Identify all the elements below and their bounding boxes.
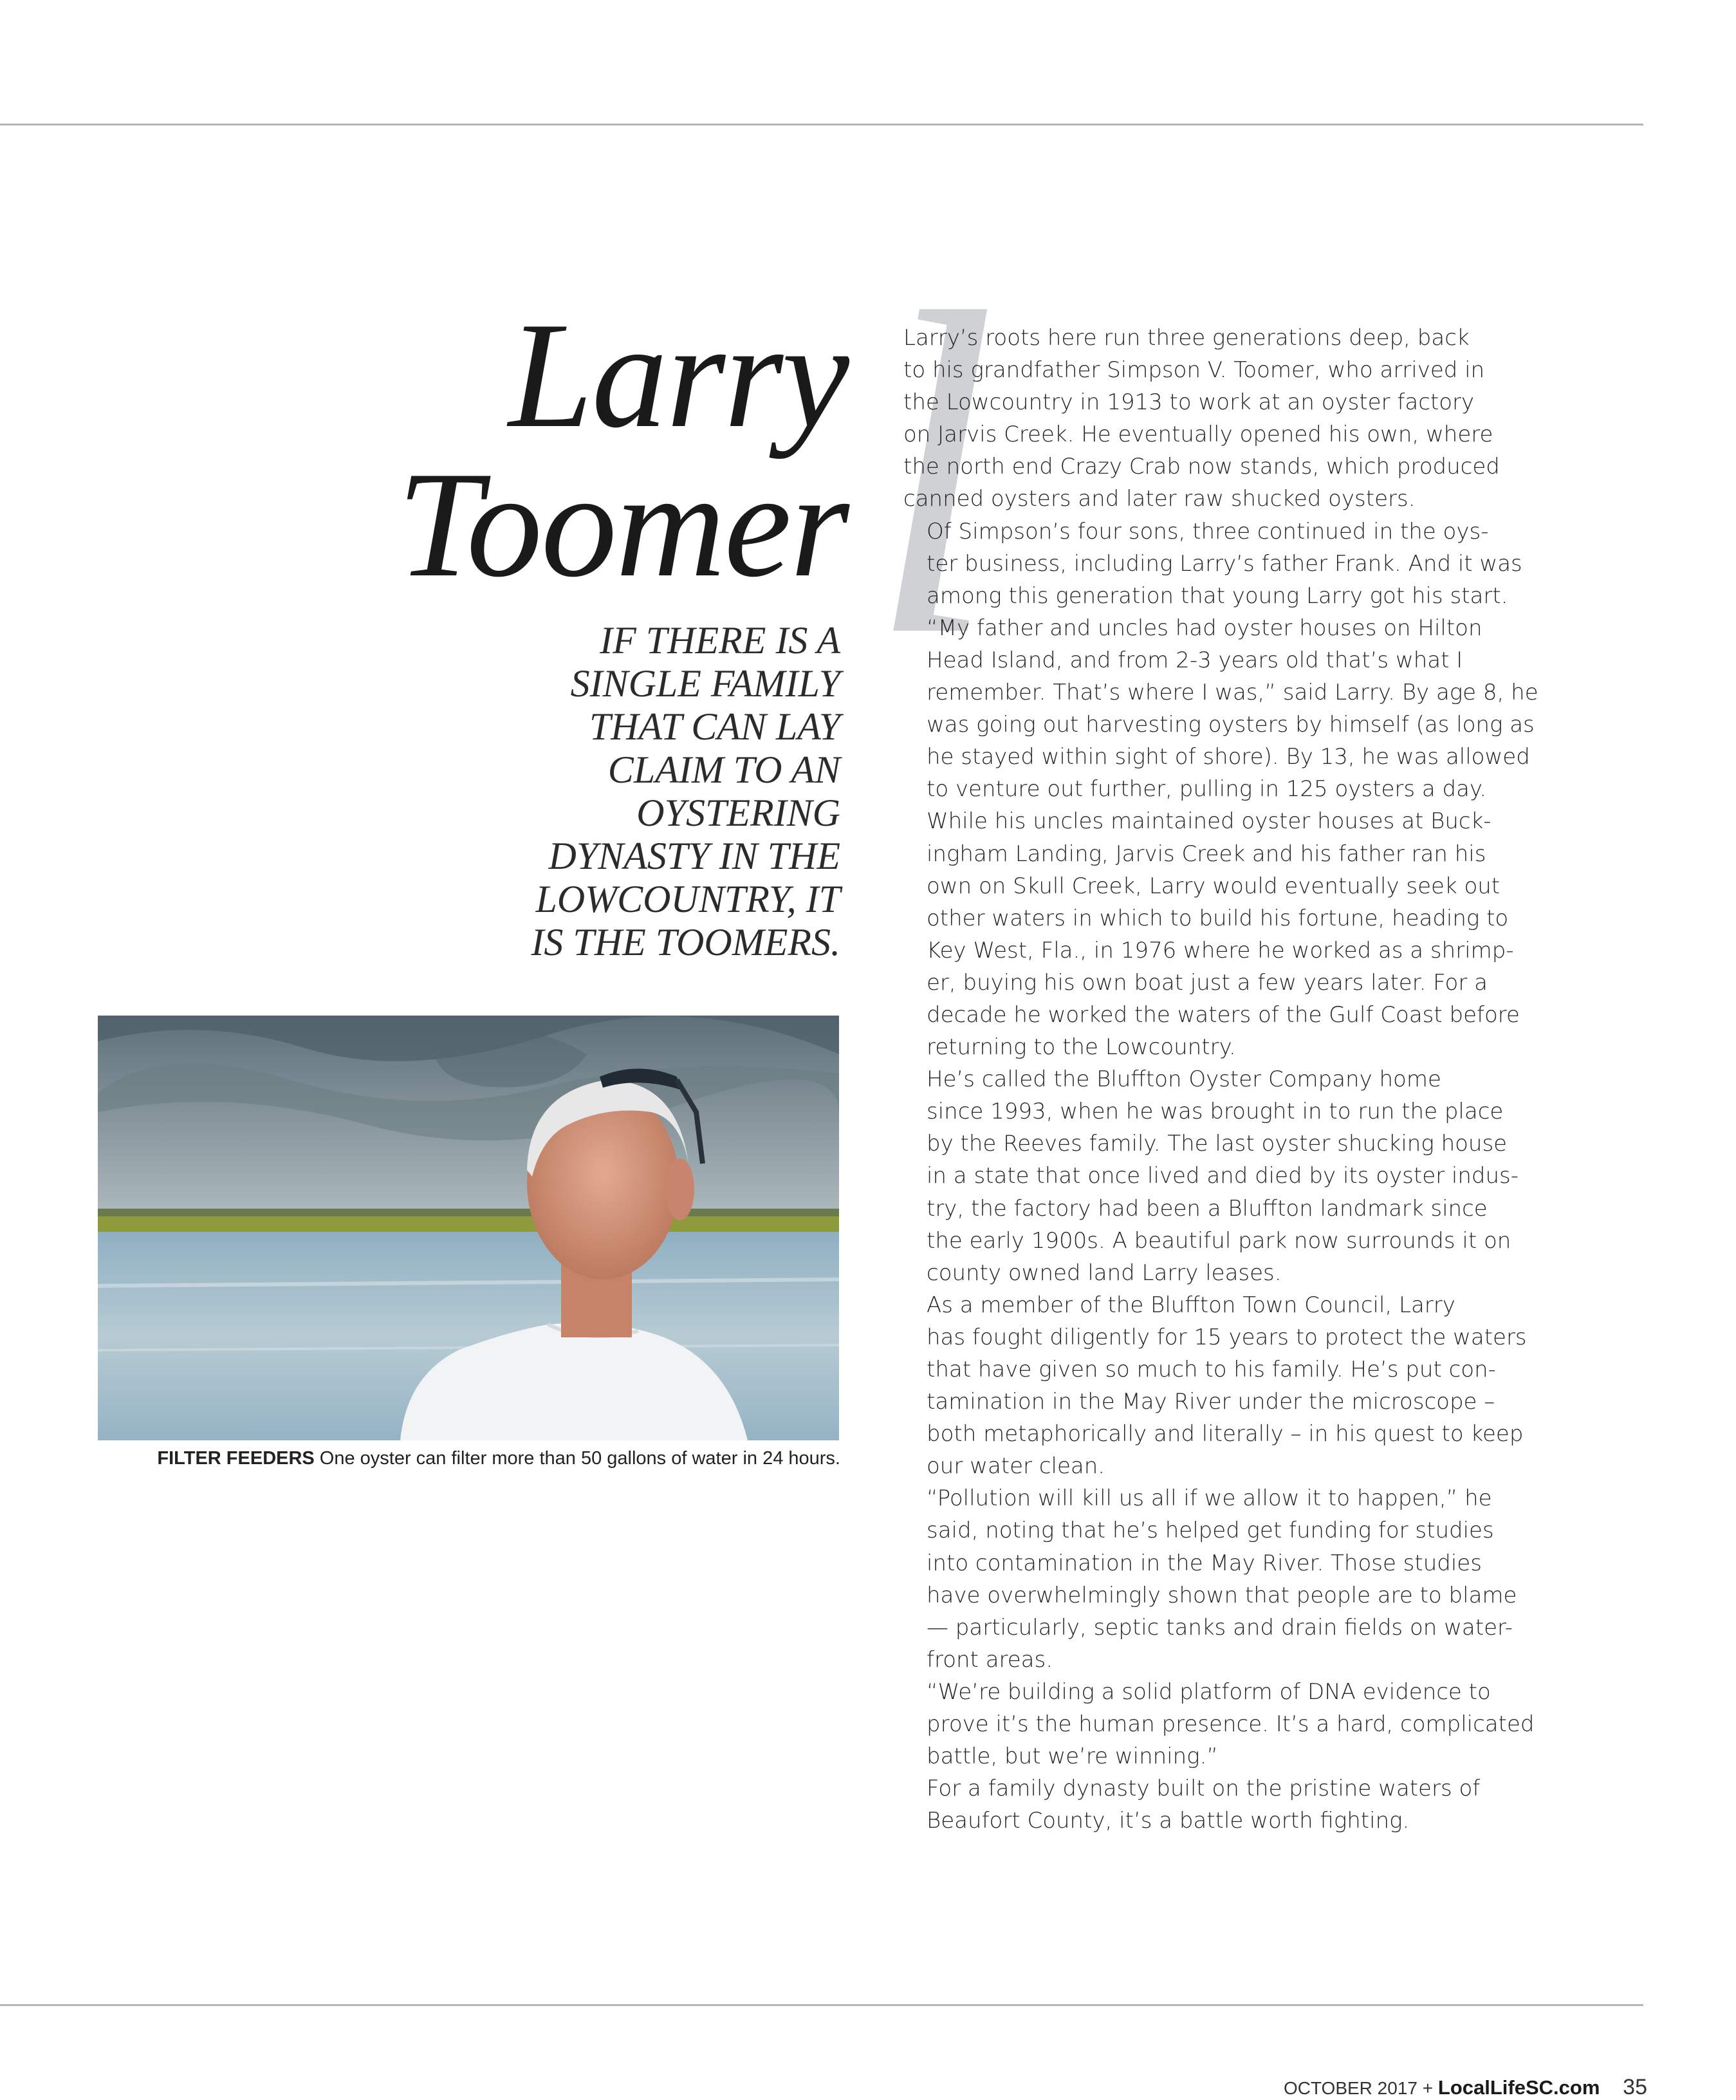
body-line: has fought diligently for 15 years to protect the waters xyxy=(927,1324,1527,1350)
body-paragraph xyxy=(903,322,1500,516)
article-title xyxy=(397,292,848,609)
body-line: into contamination in the May River. Those studies xyxy=(927,1550,1482,1576)
body-line: “My father and uncles had oyster houses on Hilton xyxy=(927,615,1482,641)
body-line: er, buying his own boat just a few years later. For a xyxy=(927,969,1488,996)
body-line: by the Reeves family. The last oyster shucking house xyxy=(927,1131,1508,1157)
title-last-name: Toomer xyxy=(397,441,848,609)
pull-quote-line: DYNASTY IN THE xyxy=(548,835,840,877)
body-line: returning to the Lowcountry. xyxy=(927,1034,1236,1061)
body-line: front areas. xyxy=(927,1646,1053,1673)
pull-quote-line: THAT CAN LAY xyxy=(589,705,840,748)
body-line: to his grandfather Simpson V. Toomer, who arrived in xyxy=(903,357,1485,384)
body-line: Key West, Fla., in 1976 where he worked as a shrimp- xyxy=(927,937,1514,963)
body-paragraph xyxy=(903,612,1538,806)
top-rule xyxy=(0,124,1643,125)
body-line: since 1993, when he was brought in to run the place xyxy=(927,1099,1504,1125)
photo-caption xyxy=(157,1448,840,1469)
body-line: to venture out further, pulling in 125 oysters a day. xyxy=(927,776,1487,803)
pull-quote-line: IF THERE IS A xyxy=(600,619,840,662)
body-line: remember. That’s where I was,” said Larry. By age 8, he xyxy=(927,680,1538,706)
body-line: — particularly, septic tanks and drain fields on water- xyxy=(927,1614,1513,1640)
caption-text: One oyster can filter more than 50 gallons of water in 24 hours. xyxy=(319,1448,840,1469)
body-line: Beaufort County, it’s a battle worth fighting. xyxy=(927,1808,1410,1834)
body-paragraph xyxy=(903,1063,1519,1289)
body-line: “Pollution will kill us all if we allow it to happen,” he xyxy=(927,1485,1492,1512)
body-line: he stayed within sight of shore). By 13, he was allowed xyxy=(927,744,1530,770)
body-line: both metaphorically and literally – in his quest to keep xyxy=(927,1421,1524,1447)
portrait-photo-illustration xyxy=(98,1016,839,1440)
pull-quote-line: SINGLE FAMILY xyxy=(570,662,840,705)
body-line: tamination in the May River under the microscope – xyxy=(927,1389,1495,1415)
body-line: He’s called the Bluffton Oyster Company home xyxy=(927,1066,1441,1093)
pull-quote-line: LOWCOUNTRY, IT xyxy=(535,878,840,920)
body-line: was going out harvesting oysters by himself (as long as xyxy=(927,712,1535,738)
body-line: own on Skull Creek, Larry would eventually seek out xyxy=(927,873,1501,899)
body-line: Larry’s roots here run three generations deep, back xyxy=(903,325,1470,351)
body-line: that have given so much to his family. He’s put con- xyxy=(927,1357,1496,1382)
article-body xyxy=(903,322,1538,1837)
page-footer xyxy=(1284,2075,1647,2100)
body-line: battle, but we’re winning.” xyxy=(927,1743,1218,1770)
body-line: other waters in which to build his fortune, heading to xyxy=(927,905,1509,931)
body-line: have overwhelmingly shown that people are to blame xyxy=(927,1582,1517,1608)
footer-issue: OCTOBER 2017 + xyxy=(1283,2078,1434,2098)
body-line: For a family dynasty built on the pristine waters of xyxy=(927,1776,1481,1802)
body-line: decade he worked the waters of the Gulf Coast before xyxy=(927,1001,1520,1028)
pull-quote-line: IS THE TOOMERS. xyxy=(531,921,840,963)
body-paragraph xyxy=(903,1772,1482,1837)
body-line: As a member of the Bluffton Town Council, Larry xyxy=(927,1292,1455,1318)
body-paragraph xyxy=(903,805,1520,1063)
body-line: said, noting that he’s helped get funding for studies xyxy=(927,1518,1494,1544)
pull-quote-line: CLAIM TO AN xyxy=(607,748,840,791)
page-number: 35 xyxy=(1623,2075,1647,2099)
body-line: “We’re building a solid platform of DNA evidence to xyxy=(927,1678,1491,1705)
drop-initial-glyph: l xyxy=(868,257,998,669)
body-line: among this generation that young Larry got his start. xyxy=(927,582,1508,609)
body-line: the Lowcountry in 1913 to work at an oyster factory xyxy=(903,389,1475,416)
caption-label: FILTER FEEDERS xyxy=(157,1448,315,1469)
body-line: Of Simpson’s four sons, three continued in the oys- xyxy=(927,518,1489,544)
body-paragraph xyxy=(903,1676,1535,1772)
body-line: the early 1900s. A beautiful park now surrounds it on xyxy=(927,1227,1511,1254)
body-line: canned oysters and later raw shucked oysters. xyxy=(903,486,1416,512)
pull-quote-line: OYSTERING xyxy=(636,792,840,834)
footer-site-link[interactable]: LocalLifeSC.com xyxy=(1437,2076,1600,2099)
body-line: in a state that once lived and died by its oyster indus- xyxy=(927,1163,1519,1189)
body-line: the north end Crazy Crab now stands, which produced xyxy=(903,454,1500,480)
body-line: While his uncles maintained oyster houses at Buck- xyxy=(927,808,1491,835)
pull-quote xyxy=(480,619,840,964)
body-line: Head Island, and from 2-3 years old that’s what I xyxy=(927,647,1463,673)
body-line: prove it’s the human presence. It’s a hard, complicated xyxy=(927,1711,1535,1738)
body-line: ter business, including Larry’s father Frank. And it was xyxy=(927,550,1522,577)
body-paragraph xyxy=(903,516,1522,612)
body-line: county owned land Larry leases. xyxy=(927,1259,1282,1286)
body-line: try, the factory had been a Bluffton landmark since xyxy=(927,1195,1488,1222)
body-paragraph xyxy=(903,1289,1527,1483)
bottom-rule xyxy=(0,2004,1643,2006)
body-paragraph xyxy=(903,1482,1517,1676)
body-line: ingham Landing, Jarvis Creek and his father ran his xyxy=(927,841,1486,867)
body-line: our water clean. xyxy=(927,1453,1105,1480)
portrait-photo xyxy=(98,1016,839,1440)
body-line: on Jarvis Creek. He eventually opened his own, where xyxy=(903,422,1493,448)
title-first-name: Larry xyxy=(508,292,848,460)
